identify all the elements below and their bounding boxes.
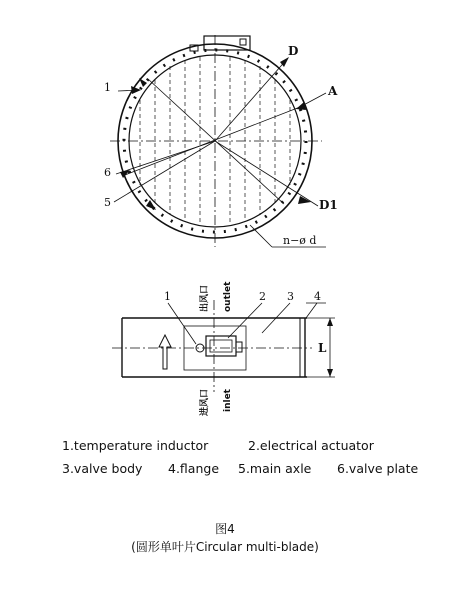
legend-item-3: 3.valve body: [62, 461, 143, 476]
legend-item-4: 4.flange: [168, 461, 220, 476]
label-3-side: 3: [287, 290, 294, 303]
label-D1: D1: [319, 198, 338, 212]
side-view: [112, 300, 335, 392]
leader-holes: [250, 225, 272, 247]
leader-D: [215, 58, 288, 141]
label-4-side: 4: [314, 290, 321, 303]
label-6: 6: [104, 166, 111, 179]
leader-D1: [215, 141, 318, 206]
outlet-label-en: outlet: [223, 281, 233, 312]
label-1-side: 1: [164, 290, 171, 303]
figure-subtitle: (圆形单叶片Circular multi-blade): [131, 540, 319, 554]
airflow-arrow: [159, 335, 171, 369]
label-L: L: [318, 341, 327, 355]
legend-item-1: 1.temperature inductor: [62, 438, 209, 453]
legend-item-2: 2.electrical actuator: [248, 438, 374, 453]
label-2-side: 2: [259, 290, 266, 303]
label-holes: n−ø d: [283, 234, 317, 247]
inlet-label-en: inlet: [223, 389, 233, 412]
outlet-label-cn: 出风口: [200, 284, 210, 312]
legend-item-5: 5.main axle: [238, 461, 312, 476]
inlet-label-cn: 进风口: [200, 388, 210, 416]
figure-number: 图4: [215, 522, 235, 536]
label-1-top: 1: [104, 81, 111, 94]
legend-item-6: 6.valve plate: [337, 461, 419, 476]
legend: [62, 438, 442, 478]
label-A: A: [328, 84, 338, 98]
actuator-box-side: [206, 336, 236, 356]
front-view: [110, 35, 326, 247]
label-5: 5: [104, 196, 111, 209]
label-D: D: [288, 44, 299, 58]
